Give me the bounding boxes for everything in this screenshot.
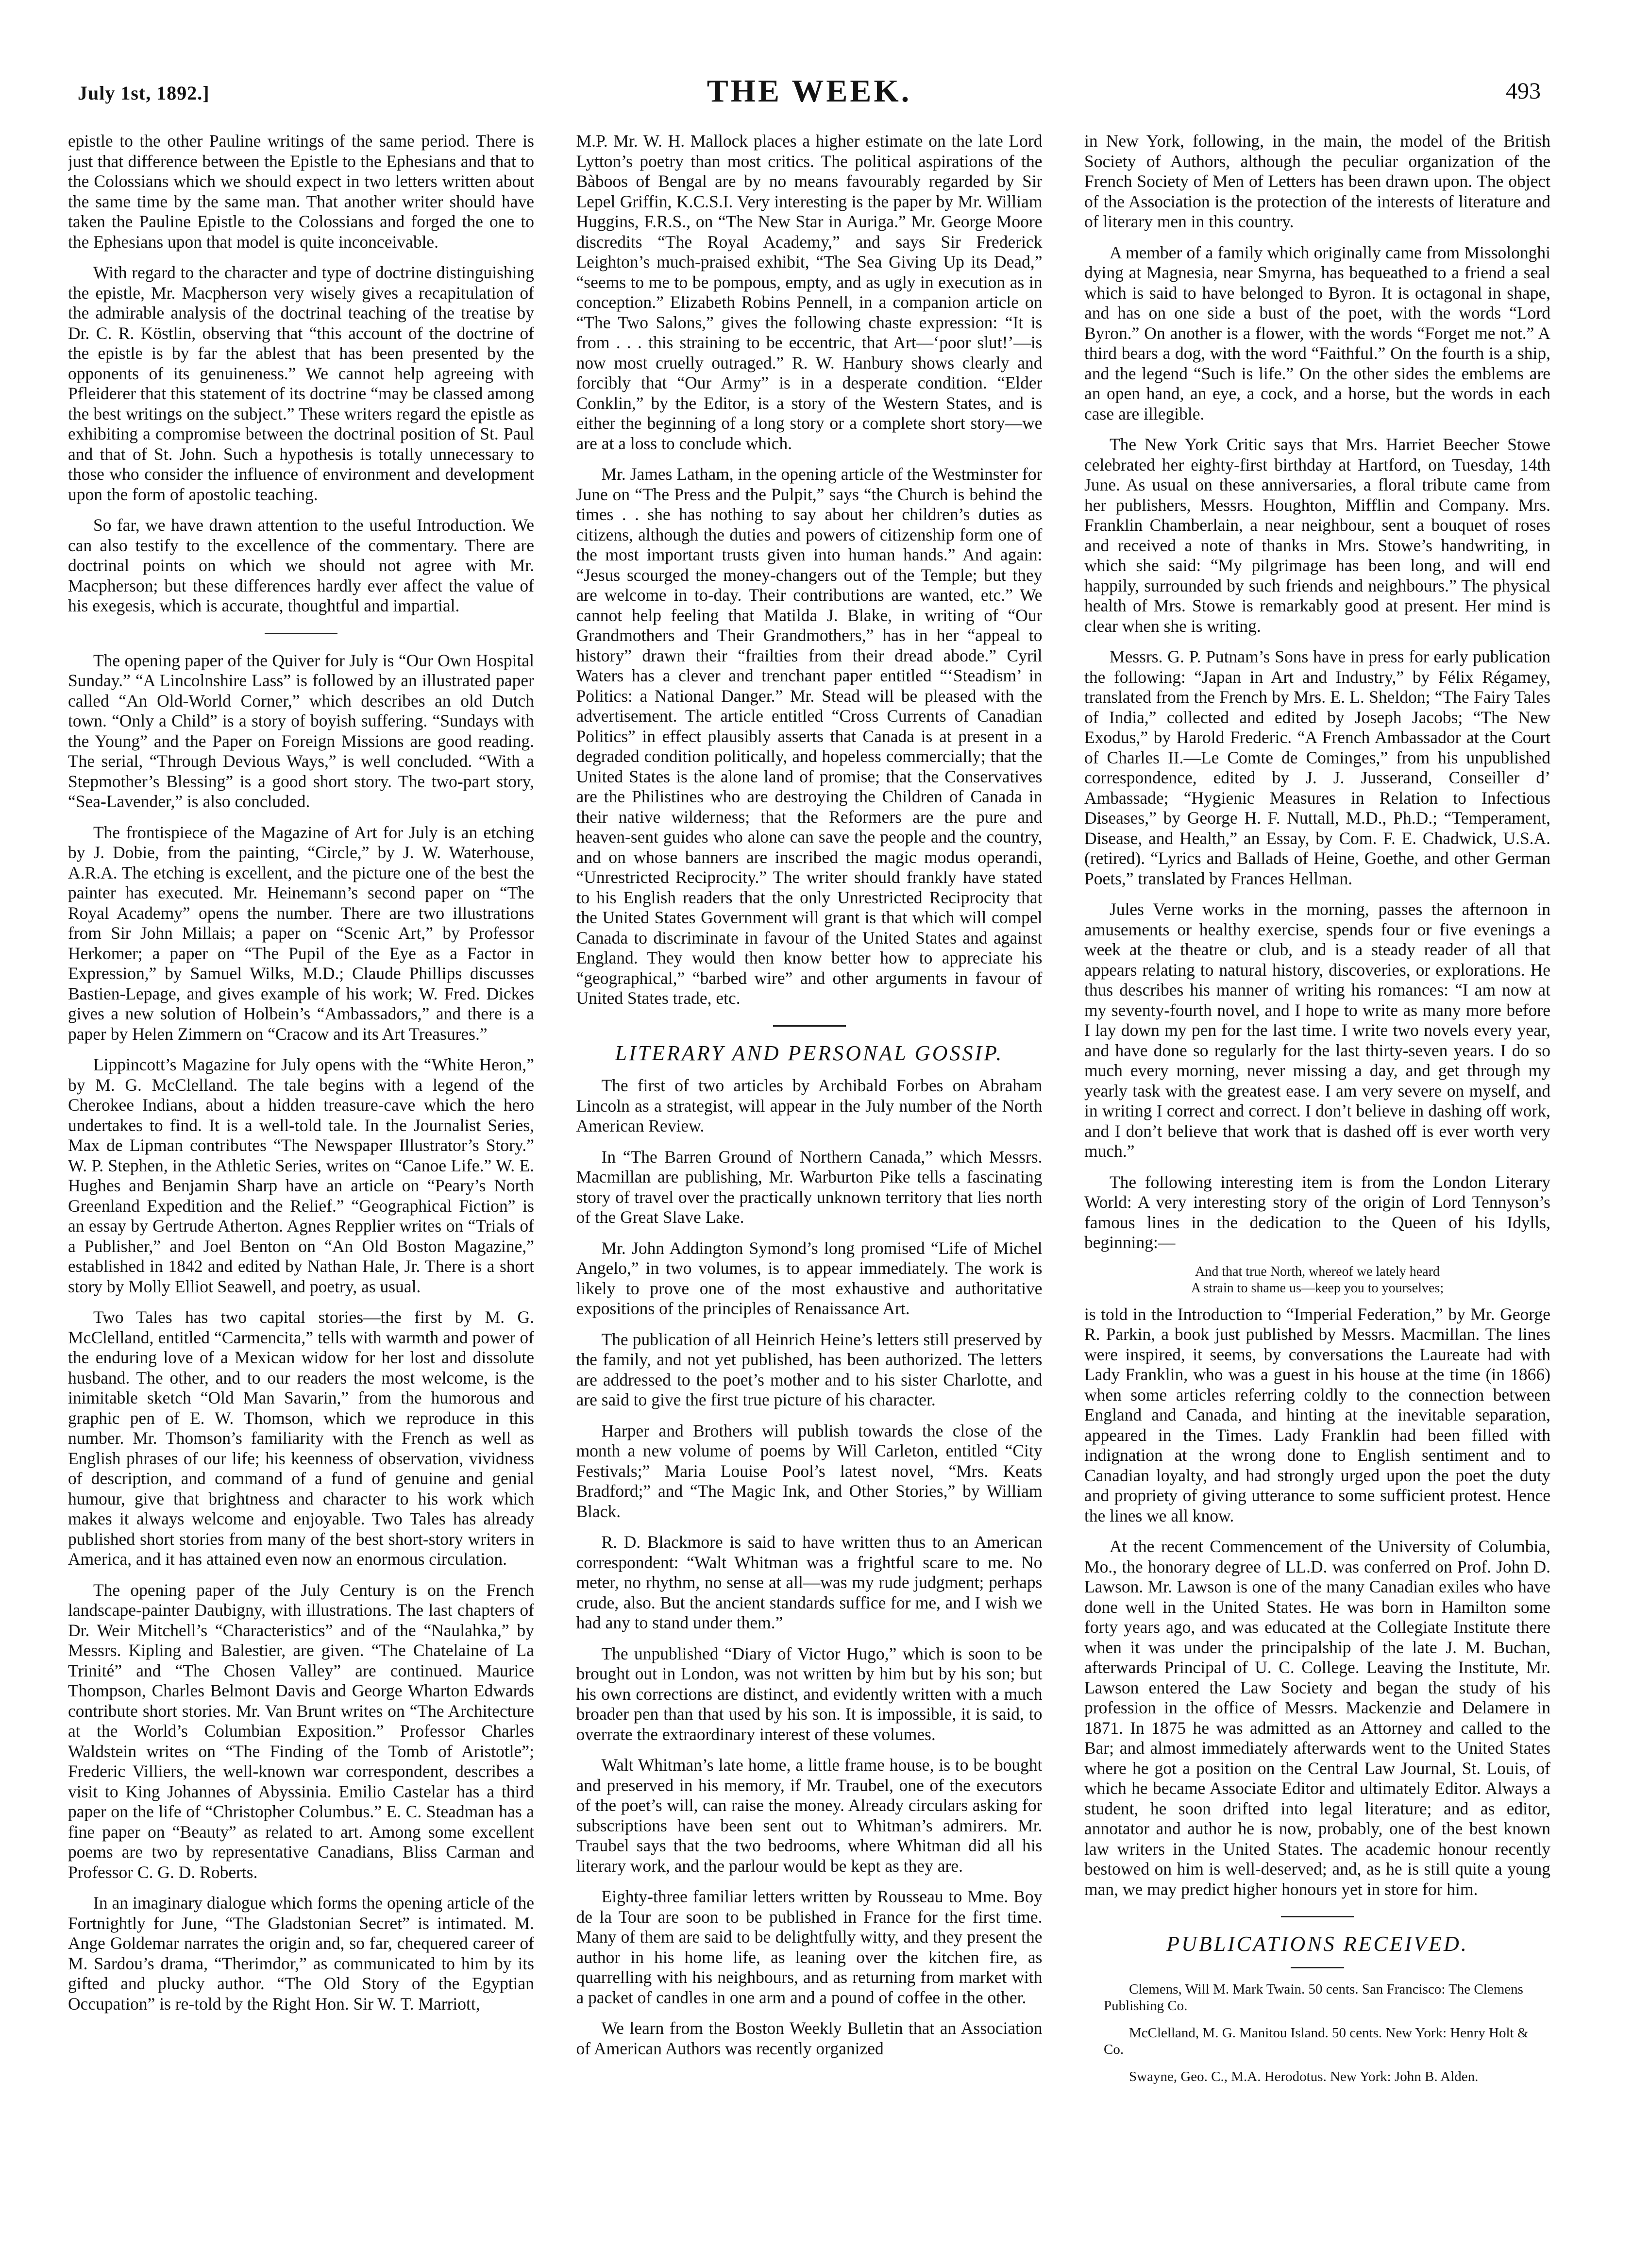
paragraph: In “The Barren Ground of Northern Canada,” which Messrs. Macmillan are publishing, Mr. Warburton Pike tells a fascinating story of travel over the practically unknown territory that lies north of the Great Slave Lake.	[576, 1147, 1043, 1227]
column-1	[68, 131, 534, 2229]
paragraph: The unpublished “Diary of Victor Hugo,” which is soon to be brought out in London, was not written by him but by his son; but his own corrections are distinct, and evidently written with a much broader pen than that used by his son. It is impossible, it is said, to overrate the extraordinary interest of these volumes.	[576, 1643, 1043, 1744]
issue-date: July 1st, 1892.]	[78, 82, 210, 104]
page-number: 493	[1506, 78, 1541, 104]
publication-entry: McClelland, M. G. Manitou Island. 50 cents. New York: Henry Holt & Co.	[1104, 2025, 1529, 2057]
masthead	[68, 73, 1550, 131]
column-3	[1084, 131, 1550, 2229]
paragraph: epistle to the other Pauline writings of the same period. There is just that difference between the Epistle to the Ephesians and that to the Colossians which we should expect in two letters written about the same time by the same man. That another writer should have taken the Pauline Epistle to the Colossians and forged the one to the Ephesians upon that model is quite inconceivable.	[68, 131, 534, 252]
paragraph: is told in the Introduction to “Imperial Federation,” by Mr. George R. Parkin, a book just published by Messrs. Macmillan. The lines were inspired, it seems, by conversations the Laureate had with Lady Franklin, who was a guest in his house at the time (in 1866) when some articles referring coldly to the connection between England and Canada, and hinting at the inevitable separation, appeared in the Times. Lady Franklin had been filled with indignation at the wrong done to English sentiment and to Canadian loyalty, and had strongly urged upon the poet the duty and propriety of giving utterance to some sufficient protest. Hence the lines we all know.	[1084, 1304, 1550, 1525]
paragraph: Messrs. G. P. Putnam’s Sons have in press for early publication the following: “Japan in Art and Industry,” by Félix Régamey, translated from the French by Mrs. E. L. Sheldon; “The Fairy Tales of India,” collected and edited by Joseph Jacobs; “The New Exodus,” by Harold Frederic. “A French Ambassador at the Court of Charles II.—Le Comte de Cominges,” from his unpublished correspondence, edited by J. J. Jusserand, Conseiller d’ Ambassade; “Hygienic Measures in Relation to Infectious Diseases,” by George H. F. Nuttall, M.D., Ph.D.; “Temperament, Disease, and Health,” an Essay, by Com. F. E. Chadwick, U.S.A. (retired). “Lyrics and Ballads of Heine, Goethe, and other German Poets,” translated by Frances Hellman.	[1084, 647, 1550, 888]
paragraph: So far, we have drawn attention to the useful Introduction. We can also testify to the excellence of the commentary. There are doctrinal points on which we should not agree with Mr. Macpherson; but these differences hardly ever affect the value of his exegesis, which is accurate, thoughtful and impartial.	[68, 515, 534, 615]
divider	[1281, 1916, 1354, 1917]
paragraph: R. D. Blackmore is said to have written thus to an American correspondent: “Walt Whitman was a frightful scare to me. No meter, no rhythm, no sense at all—was my rude judgment; perhaps crude, also. But the ancient standards suffice for me, and I wish we had any to stand under them.”	[576, 1532, 1043, 1632]
paragraph: The New York Critic says that Mrs. Harriet Beecher Stowe celebrated her eighty-first birthday at Hartford, on Tuesday, 14th June. As usual on these anniversaries, a floral tribute came from her publishers, Messrs. Houghton, Mifflin and Company. Mrs. Franklin Chamberlain, a near neighbour, sent a bouquet of roses and received a note of thanks in Mrs. Stowe’s handwriting, in which she said: “My pilgrimage has been long, and will end happily, surrounded by such friends and neighbours.” The physical health of Mrs. Stowe is remarkably good at present. Her mind is clear when she is writing.	[1084, 435, 1550, 636]
verse-line: A strain to shame us—keep you to yourselves;	[1191, 1280, 1444, 1296]
paragraph: Two Tales has two capital stories—the first by M. G. McClelland, entitled “Carmencita,” tells with warmth and power of the enduring love of a Mexican widow for her lost and dissolute husband. The other, and to our readers the most welcome, is the inimitable sketch “Old Man Savarin,” from the humorous and graphic pen of E. W. Thomson, which we reproduce in this number. Mr. Thomson’s familiarity with the French as well as English phrases of our life; his keenness of observation, vividness of description, and command of a fund of genuine and genial humour, give that brightness and character to his work which makes it always welcome and enjoyable. Two Tales has already published short stories from many of the best short-story writers in America, and it has attained even now an enormous circulation.	[68, 1307, 534, 1569]
verse-line: And that true North, whereof we lately heard	[1195, 1264, 1440, 1279]
column-2	[576, 131, 1043, 2229]
paragraph: Jules Verne works in the morning, passes the afternoon in amusements or healthy exercise, spends four or five evenings a week at the theatre or club, and is a steady reader of all that appears relating to natural history, discoveries, or explorations. He thus describes his manner of writing his romances: “I am now at my seventy-fourth novel, and I hope to write as many more before I lay down my pen for the last time. I write two novels every year, and have done so regularly for the last thirty-seven years. I do so much every morning, never missing a day, and get through my yearly task with the greatest ease. I am very severe on myself, and in writing I correct and correct. I don’t believe in dashing off work, and I don’t believe that work that is dashed off is ever worth very much.”	[1084, 899, 1550, 1161]
paragraph: Mr. John Addington Symond’s long promised “Life of Michel Angelo,” in two volumes, is to appear immediately. The work is likely to prove one of the most exhaustive and authoritative expositions of the principles of Renaissance Art.	[576, 1238, 1043, 1318]
verse-quote	[1084, 1264, 1550, 1297]
divider	[1291, 1967, 1344, 1968]
paragraph: A member of a family which originally came from Missolonghi dying at Magnesia, near Smyrna, has bequeathed to a friend a seal which is said to have belonged to Byron. It is octagonal in shape, and has on one side a bust of the poet, with the words “Lord Byron.” On another is a flower, with the words “Forget me not.” A third bears a dog, with the word “Faithful.” On the fourth is a ship, and the legend “Such is life.” On the other sides the emblems are an open hand, an eye, a cock, and a horse, but the words in each case are illegible.	[1084, 242, 1550, 423]
paragraph: In an imaginary dialogue which forms the opening article of the Fortnightly for June, “The Gladstonian Secret” is intimated. M. Ange Goldemar narrates the origin and, so far, chequered career of M. Sardou’s drama, “Therimdor,” as communicated to him by its gifted and plucky author. “The Old Story of the Egyptian Occupation” is re-told by the Right Hon. Sir W. T. Marriott,	[68, 1893, 534, 2014]
paragraph: Walt Whitman’s late home, a little frame house, is to be bought and preserved in his memory, if Mr. Traubel, one of the executors of the poet’s will, can raise the money. Already circulars asking for subscriptions have been sent out to Whitman’s admirers. Mr. Traubel says that the two bedrooms, where Whitman did all his literary work, and the parlour would be kept as they are.	[576, 1755, 1043, 1876]
paragraph: Harper and Brothers will publish towards the close of the month a new volume of poems by Will Carleton, entitled “City Festivals;” Maria Louise Pool’s latest novel, “Mrs. Keats Bradford;” and “The Magic Ink, and Other Stories,” by William Black.	[576, 1421, 1043, 1521]
publication-entry: Clemens, Will M. Mark Twain. 50 cents. San Francisco: The Clemens Publishing Co.	[1104, 1981, 1523, 2014]
paragraph: Lippincott’s Magazine for July opens with the “White Heron,” by M. G. McClelland. The tale begins with a legend of the Cherokee Indians, about a hidden treasure-cave which the hero undertakes to find. It is a well-told tale. In the Journalist Series, Max de Lipman contributes “The Newspaper Illustrator’s Story.” W. P. Stephen, in the Athletic Series, writes on “Canoe Life.” W. E. Hughes and Benjamin Sharp have an article on “Peary’s North Greenland Expedition and the Relief.” “Geographical Fiction” is an essay by Gertrude Atherton. Agnes Repplier writes on “Trials of a Publisher,” and Joel Benton on “An Old Boston Magazine,” established in 1842 and edited by Nathan Hale, Jr. There is a short story by Molly Elliot Seawell, and poetry, as usual.	[68, 1055, 534, 1296]
paragraph: Mr. James Latham, in the opening article of the Westminster for June on “The Press and the Pulpit,” says “the Church is behind the times . . she has nothing to say about her children’s duties as citizens, although the duties and powers of citizenship form one of the most important trusts given into human hands.” And again: “Jesus scourged the money-changers out of the Temple; but they are welcome in to-day. Their contributions are wanted, etc.” We cannot help feeling that Matilda J. Blake, in writing of “Our Grandmothers and Their Grandmothers,” has in her “appeal to history” drawn their “frailties from their dread abode.” Cyril Waters has a clever and trenchant paper entitled “‘Steadism’ in Politics: a National Danger.” Mr. Stead will be pleased with the advertisement. The article entitled “Cross Currents of Canadian Politics” in effect plausibly asserts that Canada is at present in a degraded condition politically, and hopeless commercially; that the United States is the alone land of promise; that the Conservatives are the Philistines who are destroying the Children of Canada in their native wilderness; that the Reformers are the pure and heaven-sent guides who alone can save the people and the country, and on whose banners are inscribed the magic modus operandi, “Unrestricted Reciprocity.” The writer should frankly have stated to his English readers that the only Unrestricted Reciprocity that the United States Government will grant is that which will compel Canada to discriminate in favour of the United States and against England. They would then know better how to appreciate his “geographical,” “barbed wire” and other arguments in favour of United States trade, etc.	[576, 464, 1043, 1008]
paragraph: The opening paper of the Quiver for July is “Our Own Hospital Sunday.” “A Lincolnshire Lass” is followed by an illustrated paper called “An Old-World Corner,” which describes an old Dutch town. “Only a Child” is a story of boyish suffering. “Sundays with the Young” and the Paper on Foreign Missions are good reading. The serial, “Through Devious Ways,” is well concluded. “With a Stepmother’s Blessing” is a good short story. The two-part story, “Sea-Lavender,” is also concluded.	[68, 650, 534, 811]
publication-entry: Swayne, Geo. C., M.A. Herodotus. New York: John B. Alden.	[1129, 2068, 1479, 2084]
paragraph: At the recent Commencement of the University of Columbia, Mo., the honorary degree of LL.D. was conferred on Prof. John D. Lawson. Mr. Lawson is one of the many Canadian exiles who have done well in the United States. He was born in Hamilton some forty years ago, and was educated at the Collegiate Institute there when it was under the principalship of the late J. M. Buchan, afterwards Principal of U. C. College. Leaving the Institute, Mr. Lawson entered the Law Society and began the study of his profession in the office of Messrs. Mackenzie and Delamere in 1871. In 1875 he was admitted as an Attorney and called to the Bar; and almost immediately afterwards went to the United States where he got a position on the Central Law Journal, St. Louis, of which he became Associate Editor and ultimately Editor. Always a student, he soon drifted into legal literature; and as editor, annotator and author he is now, probably, one of the best known law writers in the United States. The academic honour recently bestowed on him is well-deserved; and, as he is still quite a young man, we may predict higher honours yet in store for him.	[1084, 1537, 1550, 1899]
section-heading: PUBLICATIONS RECEIVED.	[1166, 1932, 1468, 1956]
paragraph: The following interesting item is from the London Literary World: A very interesting story of the origin of Lord Tennyson’s famous lines in the dedication to the Queen of his Idylls, beginning:—	[1084, 1172, 1550, 1252]
paragraph: The frontispiece of the Magazine of Art for July is an etching by J. Dobie, from the painting, “Circle,” by J. W. Waterhouse, A.R.A. The etching is excellent, and the picture one of the best the painter has executed. Mr. Heinemann’s second paper on “The Royal Academy” opens the number. There are two illustrations from Sir John Millais; a paper on “Scenic Art,” by Professor Herkomer; a paper on “The Pupil of the Eye as a Factor in Expression,” by Samuel Wilks, M.D.; Claude Phillips discusses Bastien-Lepage, and gives example of his work; W. Fred. Dickes gives a new solution of Holbein’s “Ambassadors,” and there is a paper by Helen Zimmern on “Cracow and its Art Treasures.”	[68, 822, 534, 1044]
paragraph: With regard to the character and type of doctrine distinguishing the epistle, Mr. Macpherson very wisely gives a recapitulation of the admirable analysis of the doctrinal teaching of the treatise by Dr. C. R. Köstlin, observing that “this account of the doctrine of the epistle is by far the ablest that has been presented by the opponents of its genuineness.” We cannot help agreeing with Pfleiderer that this statement of its doctrine “may be classed among the best writings on the subject.” These writers regard the epistle as exhibiting a compromise between the doctrinal position of St. Paul and that of St. John. Such a hypothesis is totally unnecessary to those who consider the influence of environment and development upon the form of apostolic teaching.	[68, 263, 534, 504]
paragraph: Eighty-three familiar letters written by Rousseau to Mme. Boy de la Tour are soon to be published in France for the first time. Many of them are said to be delightfully witty, and they present the author in his home life, as leaning over the kitchen fire, as quarrelling with his neighbours, and as returning from market with a packet of candles in one arm and a pound of coffee in the other.	[576, 1887, 1043, 2007]
paragraph: The publication of all Heinrich Heine’s letters still preserved by the family, and not yet published, has been authorized. The letters are addressed to the poet’s mother and to his sister Charlotte, and are said to give the first true picture of his character.	[576, 1329, 1043, 1409]
divider	[773, 1025, 846, 1027]
paragraph: in New York, following, in the main, the model of the British Society of Authors, although the peculiar organization of the French Society of Men of Letters has been drawn upon. The object of the Association is the protection of the interests of literature and of literary men in this country.	[1084, 131, 1550, 231]
divider	[265, 633, 337, 634]
paragraph: We learn from the Boston Weekly Bulletin that an Association of American Authors was recently organized	[576, 2018, 1043, 2058]
columns	[68, 131, 1550, 2229]
section-heading: LITERARY AND PERSONAL GOSSIP.	[615, 1041, 1004, 1065]
paragraph: M.P. Mr. W. H. Mallock places a higher estimate on the late Lord Lytton’s poetry than most critics. The political aspirations of the Bàboos of Bengal are by no means favourably regarded by Sir Lepel Griffin, K.C.S.I. Very interesting is the paper by Mr. William Huggins, F.R.S., on “The New Star in Auriga.” Mr. George Moore discredits “The Royal Academy,” and says Sir Frederick Leighton’s much-praised exhibit, “The Sea Giving Up its Dead,” “seems to me to be pompous, empty, and as ugly in execution as in conception.” Elizabeth Robins Pennell, in a companion article on “The Two Salons,” gives the following chaste expression: “It is from . . . this straining to be eccentric, that Art—‘poor slut!’—is now most cruelly outraged.” R. W. Hanbury shows clearly and forcibly that “Our Army” is in a desperate condition. “Elder Conklin,” by the Editor, is a story of the Western States, and is either the beginning of a long story or a complete short story—we are at a loss to conclude which.	[576, 131, 1043, 453]
paragraph: The opening paper of the July Century is on the French landscape-painter Daubigny, with illustrations. The last chapters of Dr. Weir Mitchell’s “Characteristics” and of the “Naulahka,” by Messrs. Kipling and Balestier, are given. “The Chatelaine of La Trinité” and “The Chosen Valley” are continued. Maurice Thompson, Charles Belmont Davis and George Wharton Edwards contribute short stories. Mr. Van Brunt writes on “The Architecture at the World’s Columbian Exposition.” Professor Charles Waldstein writes on “The Finding of the Tomb of Aristotle”; Frederic Villiers, the well-known war correspondent, describes a visit to King Johannes of Abyssinia. Emilio Castelar has a third paper on the life of “Christopher Columbus.” E. C. Steadman has a fine paper on “Beauty” as related to art. Among some excellent poems are two by representative Canadians, Bliss Carman and Professor C. G. D. Roberts.	[68, 1580, 534, 1882]
publication-title: THE WEEK.	[707, 73, 912, 109]
paragraph: The first of two articles by Archibald Forbes on Abraham Lincoln as a strategist, will appear in the July number of the North American Review.	[576, 1076, 1043, 1135]
